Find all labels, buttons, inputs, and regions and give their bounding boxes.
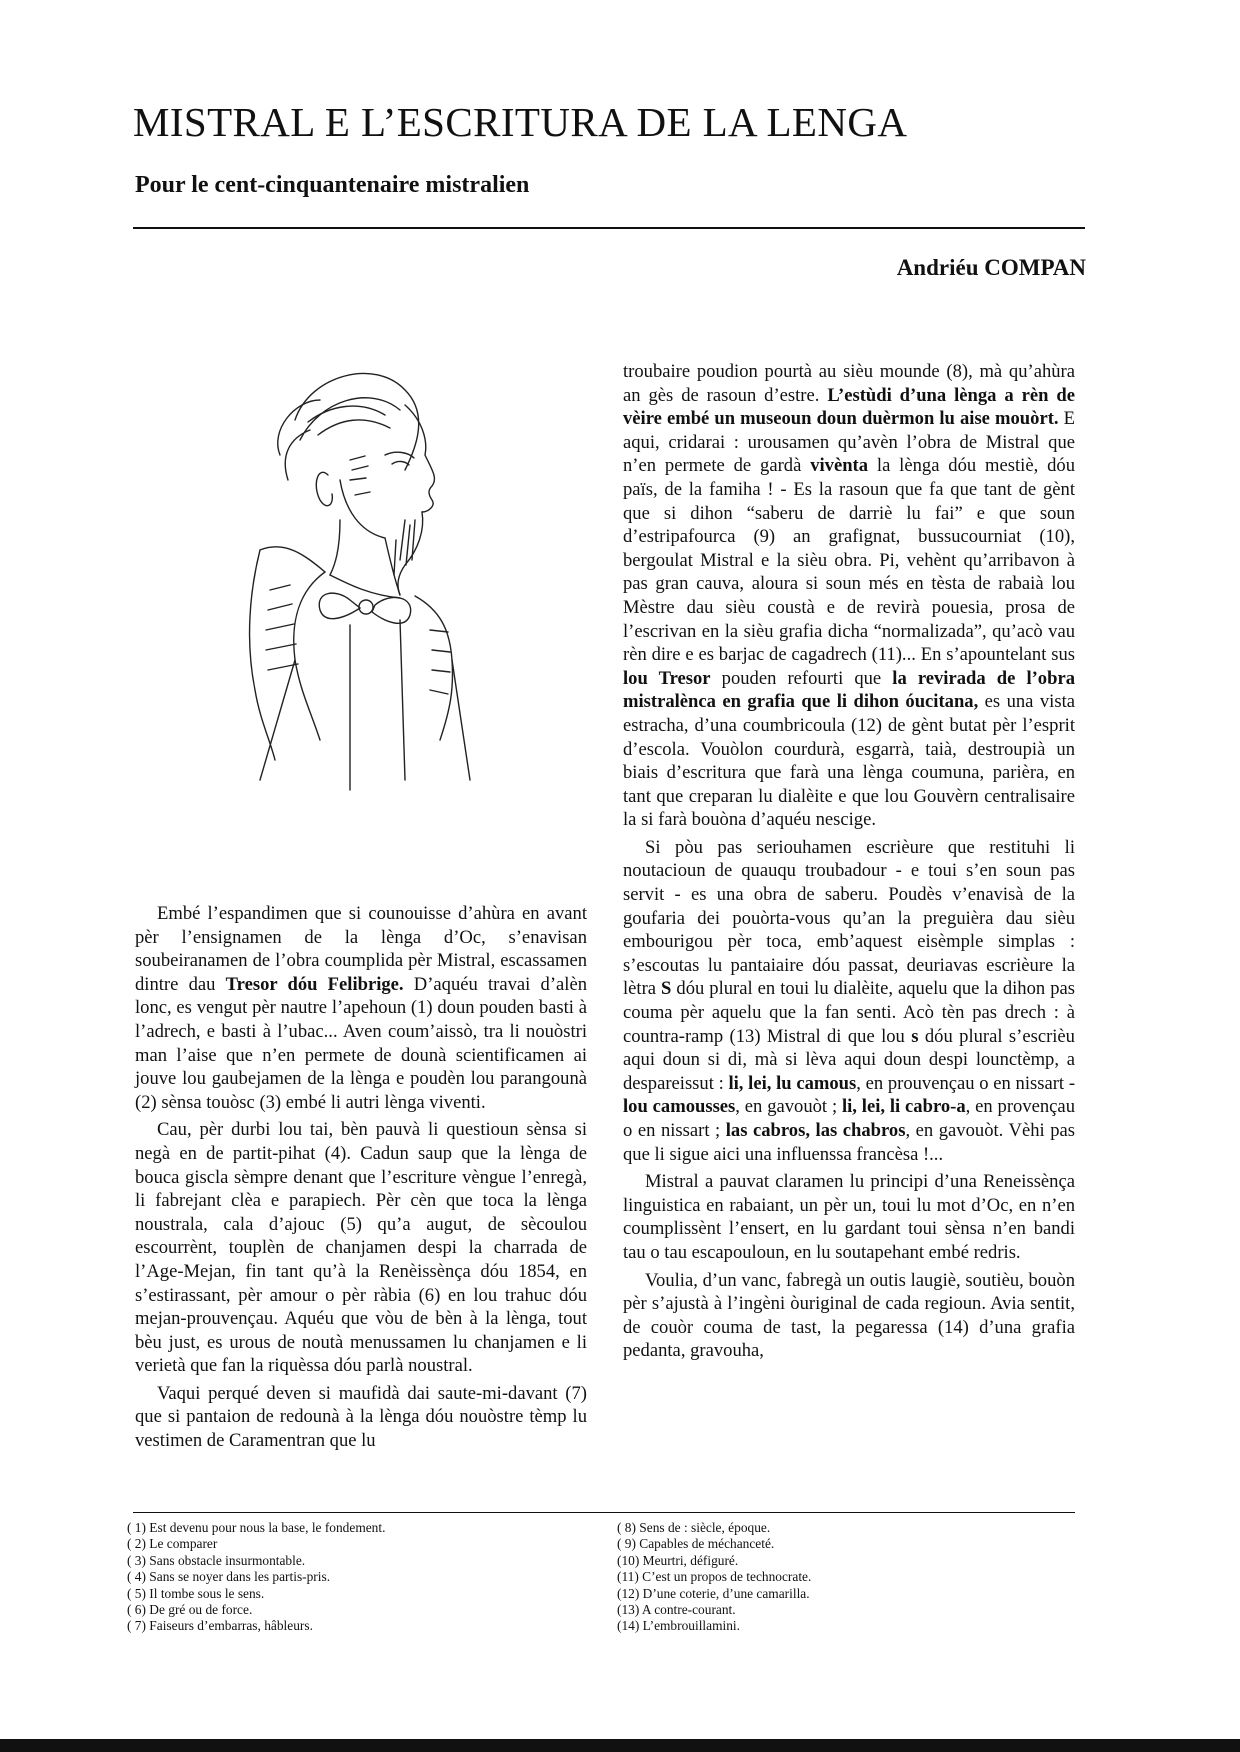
article-subtitle: Pour le cent-cinquantenaire mistralien [135,172,530,198]
footnote: ( 4) Sans se noyer dans les partis-pris. [127,1569,331,1585]
footnote: ( 7) Faiseurs d’embarras, hâbleurs. [127,1618,313,1634]
footnote: ( 5) Il tombe sous le sens. [127,1585,265,1601]
paragraph: troubaire poudion pourtà au sièu mounde (8), mà qu’ahùra an gès de rasoun d’estre. L’estùdi d’una lènga a rèn de vèire embé un museoun doun duèrmon lu aise mouòrt. E aqui, cridarai : urousamen qu’avèn l’obra de Mistral que n’en permete de gardà vivènta la lènga dóu mestiè, dóu païs, de la famiha ! - Es la rasoun que fa que tant de gènt que si dihon “saberu de darriè lu fai” e que soun d’estripafourca (9) an grafignat, bussucourniat (10), bergoulat Mistral e la sièu obra. Pi, vehènt qu’arribavon à pas gran cauva, aloura si soun més en tèsta de rabaià lou Mèstre dau sièu coustà e de revirà pouesia, prosa de l’escrivan en la sièu grafia dicha “normalizada”, qu’acò vau rèn dire e es barjac de cagadrech (11)... En s’apountelant sus lou Tresor pouden refourti que la revirada de l’obra mistralènca en grafia que li dihon óucitana, es una vista estracha, d’una coumbricoula (12) de gènt butat pèr l’esprit d’escola. Vouòlon courdurà, esgarrà, taià, destroupià un biais d’escritura que farà una lènga coumuna, parièra, en tant que creparan lu dialèite e que lou Gouvèrn centralisaire la si farà bouòna d’aquéu nescige. [623,361,1076,831]
footnote: ( 6) De gré ou de force. [127,1602,253,1618]
paragraph: Vaqui perqué deven si maufidà dai saute-mi-davant (7) que si pantaion de redounà à la lènga dóu nouòstre tèmp lu vestimen de Caramentran que lu [135,1382,587,1452]
footnote: ( 1) Est devenu pour nous la base, le fondement. [127,1520,386,1535]
article-title: MISTRAL E L’ESCRITURA DE LA LENGA [133,99,908,145]
footnote: (11) C’est un propos de technocrate. [617,1569,812,1585]
footnote: (13) A contre-courant. [617,1602,736,1618]
article-column-right [623,360,1075,1367]
footnote: (10) Meurtri, défiguré. [617,1552,739,1568]
footnote: (12) D’une coterie, d’une camarilla. [617,1585,810,1601]
paragraph: Si pòu pas seriouhamen escrièure que restituhi li noutacioun de quauqu troubadour - e toui s’en soun pas servit - es una obra de saberu. Poudès v’enavisà de la goufaria dei pouòrta-vous qu’an la preguièra dau sièu embourigou pèr toca, emb’aquest eisèmple simplas : s’escoutas lu pantaiaire dóu passat, deuriavas escrièure la lètra S dóu plural en toui lu dialèite, aquelu que la dihon pas couma pèr aquelu que la fan senti. Acò tèn pas drech : à countra-ramp (13) Mistral di que lou s dóu plural s’escrièu aqui doun si di, mà si lèva aqui doun despi lounctèmp, a despareissut : li, lei, lu camous, en prouvençau o en nissart - lou camousses, en gavouòt ; li, lei, li cabro-a, en provençau o en nissart ; las cabros, las chabros, en gavouòt. Vèhi pas que li sigue aici una influenssa francèsa !... [623,836,1076,1165]
footnotes-right [617,1520,1057,1635]
footnote: ( 2) Le comparer [127,1536,218,1552]
scan-bottom-edge [0,1739,1240,1752]
article-column-left [135,902,587,1457]
title-rule [133,227,1085,229]
paragraph: Cau, pèr durbi lou tai, bèn pauvà li questioun sènsa si negà en de partit-pihat (4). Cadun saup que la lènga de bouca giscla sèmpre denant que l’escriture vèngue l’enregà, li fabrejant clèa e parapiech. Pèr cèn que toca la lènga noustrala, cala d’ajouc (5) qu’a augut, de sècoulou escourrènt, touplèn de chanjamen despi la charrada de l’Age-Mejan, fin tant qu’à la Renèissènça dóu 1854, en s’estirassant, pèr amour o pèr ràbia (6) en lou trahuc dóu mejan-prouvençau. Aquéu que vòu de bèn à la lènga, tout bèu just, es urous de noutà menussamen lu chanjamen e li verietà que fan la riquèssa dóu parlà noustral. [135,1119,587,1377]
paragraph: Mistral a pauvat claramen lu principi d’una Reneissènça linguistica en rabaiant, un pèr un, toui lu mot d’Oc, en n’en coumplissènt l’ensert, en lu gardant toui sènsa n’en bandi tau o tau escapouloun, en lu soutapehant embé redris. [623,1171,1075,1263]
footnote: ( 3) Sans obstacle insurmontable. [127,1552,306,1568]
author-name: Andriéu COMPAN [896,255,1086,280]
footnote-rule [133,1512,1075,1513]
footnotes-left [127,1520,567,1635]
paragraph: Embé l’espandimen que si counouisse d’ahùra en avant pèr l’ensignamen de la lènga d’Oc, s’enavisan soubeiranamen de l’obra coumplida pèr Mistral, escassamen dintre dau Tresor dóu Felibrige. D’aquéu travai d’alèn lonc, es vengut pèr nautre l’apehoun (1) doun pouden basti à l’adrech, e basti à l’ubac... Aven coum’aissò, tra li nouòstri man l’aise que n’en permete de dounà scientificamen ai jouve lou gaubejamen de la lènga e poudèn lou parangounà (2) sènsa touòsc (3) embé li autri lènga viventi. [135,903,587,1113]
portrait-engraving [200,360,520,860]
footnote: (14) L’embrouillamini. [617,1618,740,1634]
paragraph: Voulia, d’un vanc, fabregà un outis laugiè, soutièu, bouòn pèr s’ajustà à l’ingèni òuriginal de cada regioun. Avia sentit, de couòr couma de tast, la pegaressa (14) d’una grafia pedanta, gravouha, [623,1269,1075,1362]
footnote: ( 9) Capables de méchanceté. [617,1536,775,1552]
footnote: ( 8) Sens de : siècle, époque. [617,1520,771,1535]
